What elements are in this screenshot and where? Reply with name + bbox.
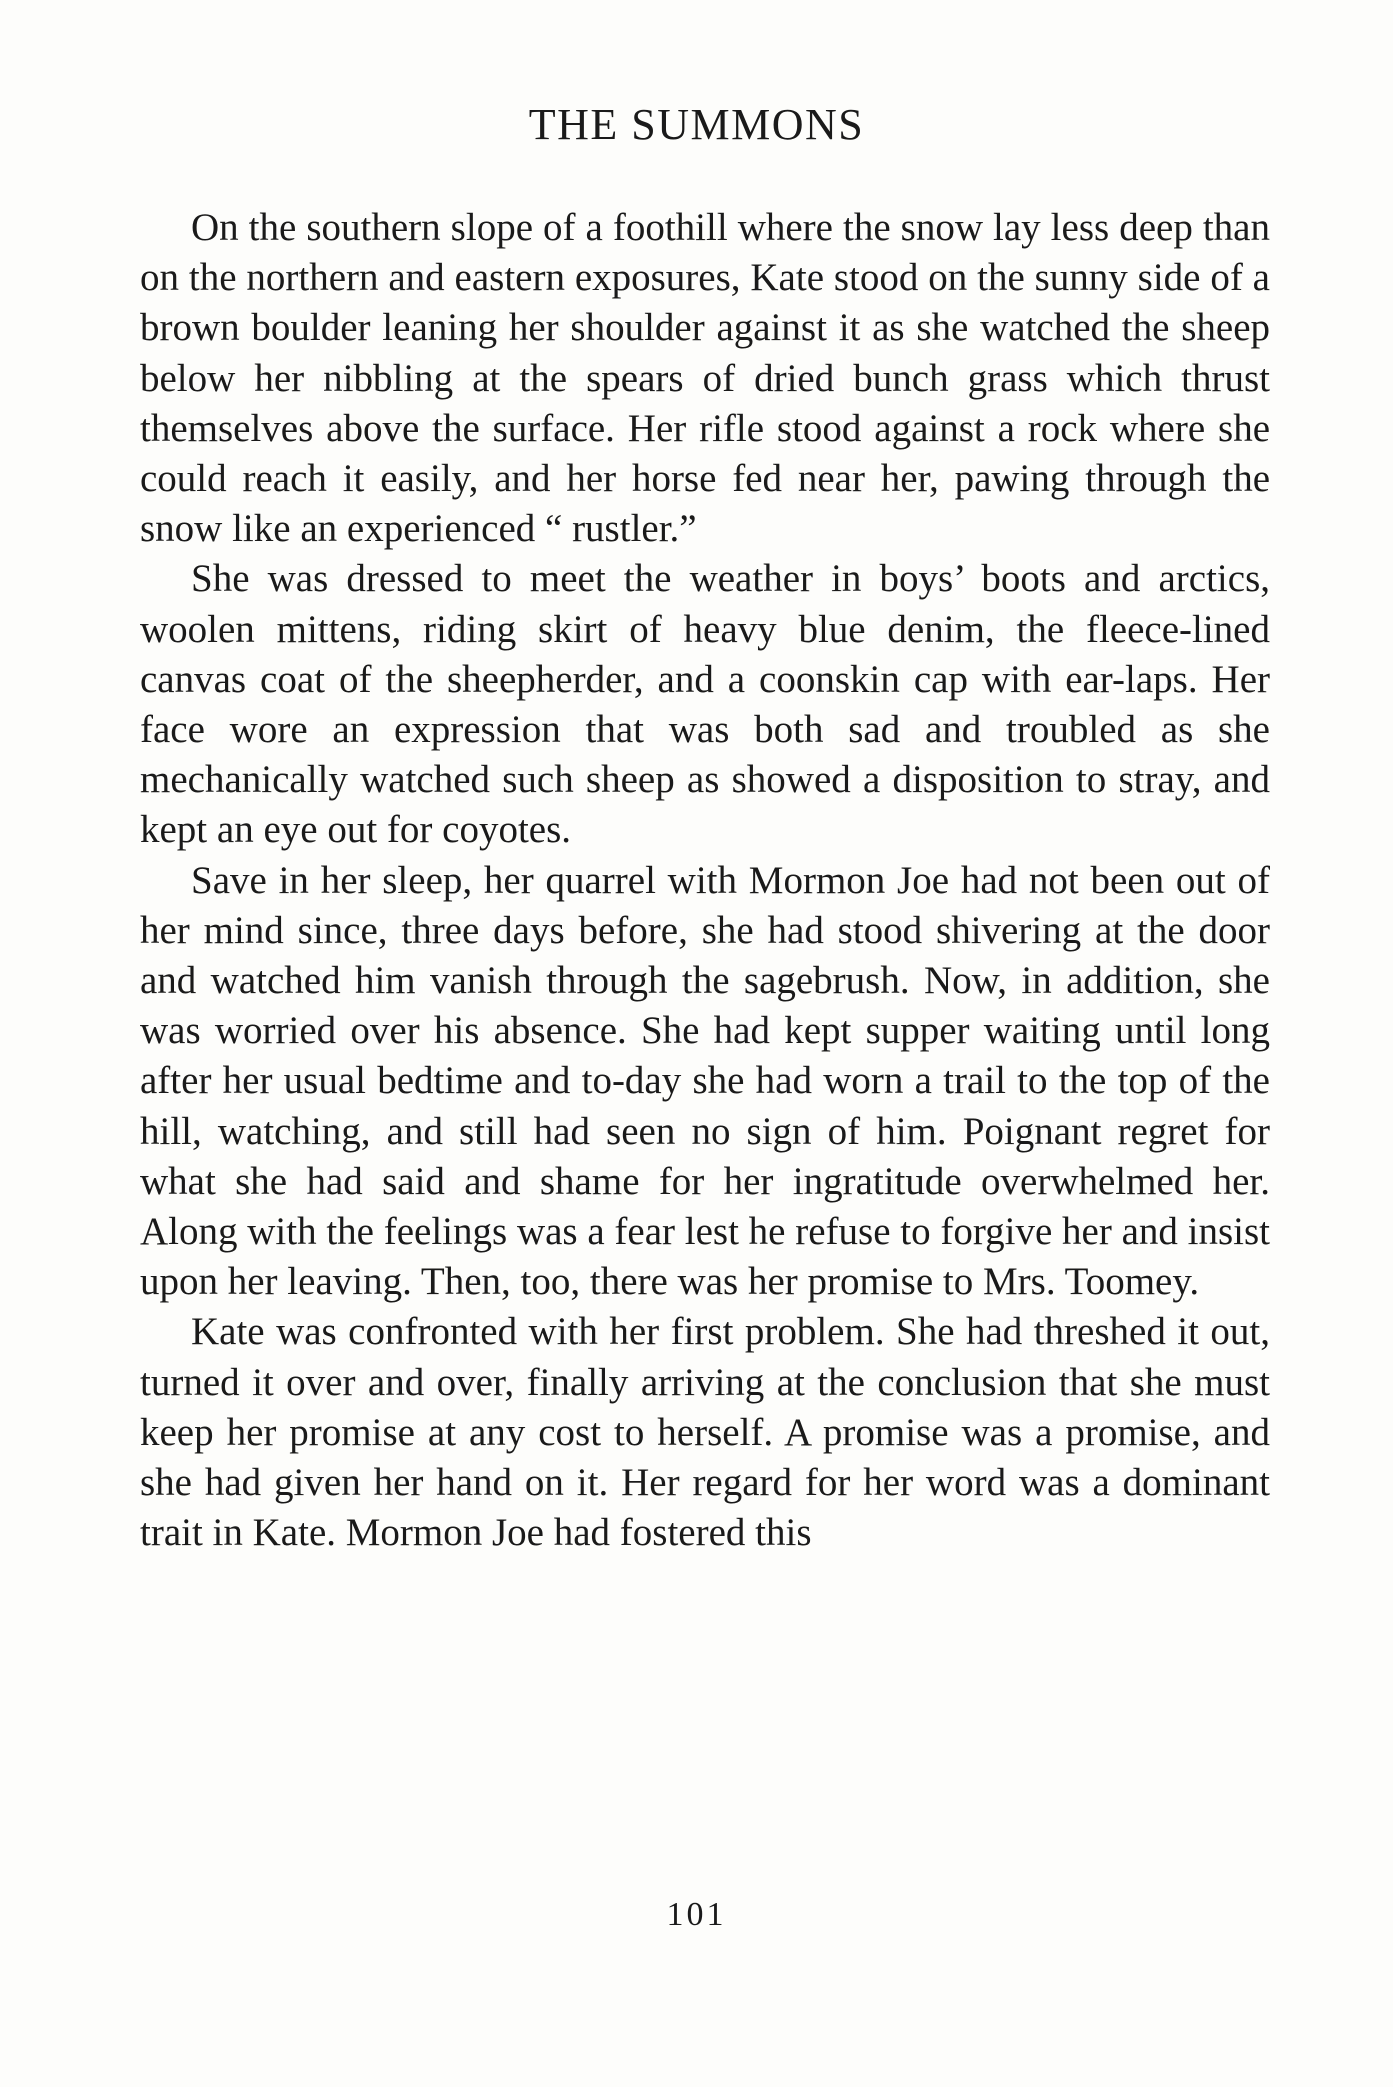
paragraph-1: On the southern slope of a foothill where the snow lay less deep than on the northern and eastern exposures, Kate stood on the sunny side of a brown boulder leaning her shoulder against it as she watched the sheep below her nibbling at the spears of dried bunch grass which thrust themselves above the surface. Her rifle stood against a rock where she could reach it easily, and her horse fed near her, pawing through the snow like an experienced “ rustler.” xyxy=(140,206,1270,551)
body-text xyxy=(140,203,1270,1558)
paragraph-2: She was dressed to meet the weather in boys’ boots and arctics, woolen mittens, riding skirt of heavy blue denim, the fleece-lined canvas coat of the sheepherder, and a coonskin cap with ear-laps. Her face wore an expression that was both sad and troubled as she mechanically watched such sheep as showed a disposition to stray, and kept an eye out for coyotes. xyxy=(140,557,1270,852)
page-number: 101 xyxy=(666,1896,727,1933)
running-title: THE SUMMONS xyxy=(528,100,865,149)
paragraph-3: Save in her sleep, her quarrel with Mormon Joe had not been out of her mind since, three days before, she had stood shivering at the door and watched him vanish through the sagebrush. Now, in addition, she was worried over his absence. She had kept supper waiting until long after her usual bedtime and to-day she had worn a trail to the top of the hill, watching, and still had seen no sign of him. Poignant regret for what she had said and shame for her ingratitude overwhelmed her. Along with the feelings was a fear lest he refuse to forgive her and insist upon her leaving. Then, too, there was her promise to Mrs. Toomey. xyxy=(140,858,1270,1304)
paragraph-4: Kate was confronted with her first problem. She had threshed it out, turned it over and over, finally arriving at the conclusion that she must keep her promise at any cost to herself. A promise was a promise, and she had given her hand on it. Her regard for her word was a dominant trait in Kate. Mormon Joe had fostered this xyxy=(140,1310,1270,1555)
